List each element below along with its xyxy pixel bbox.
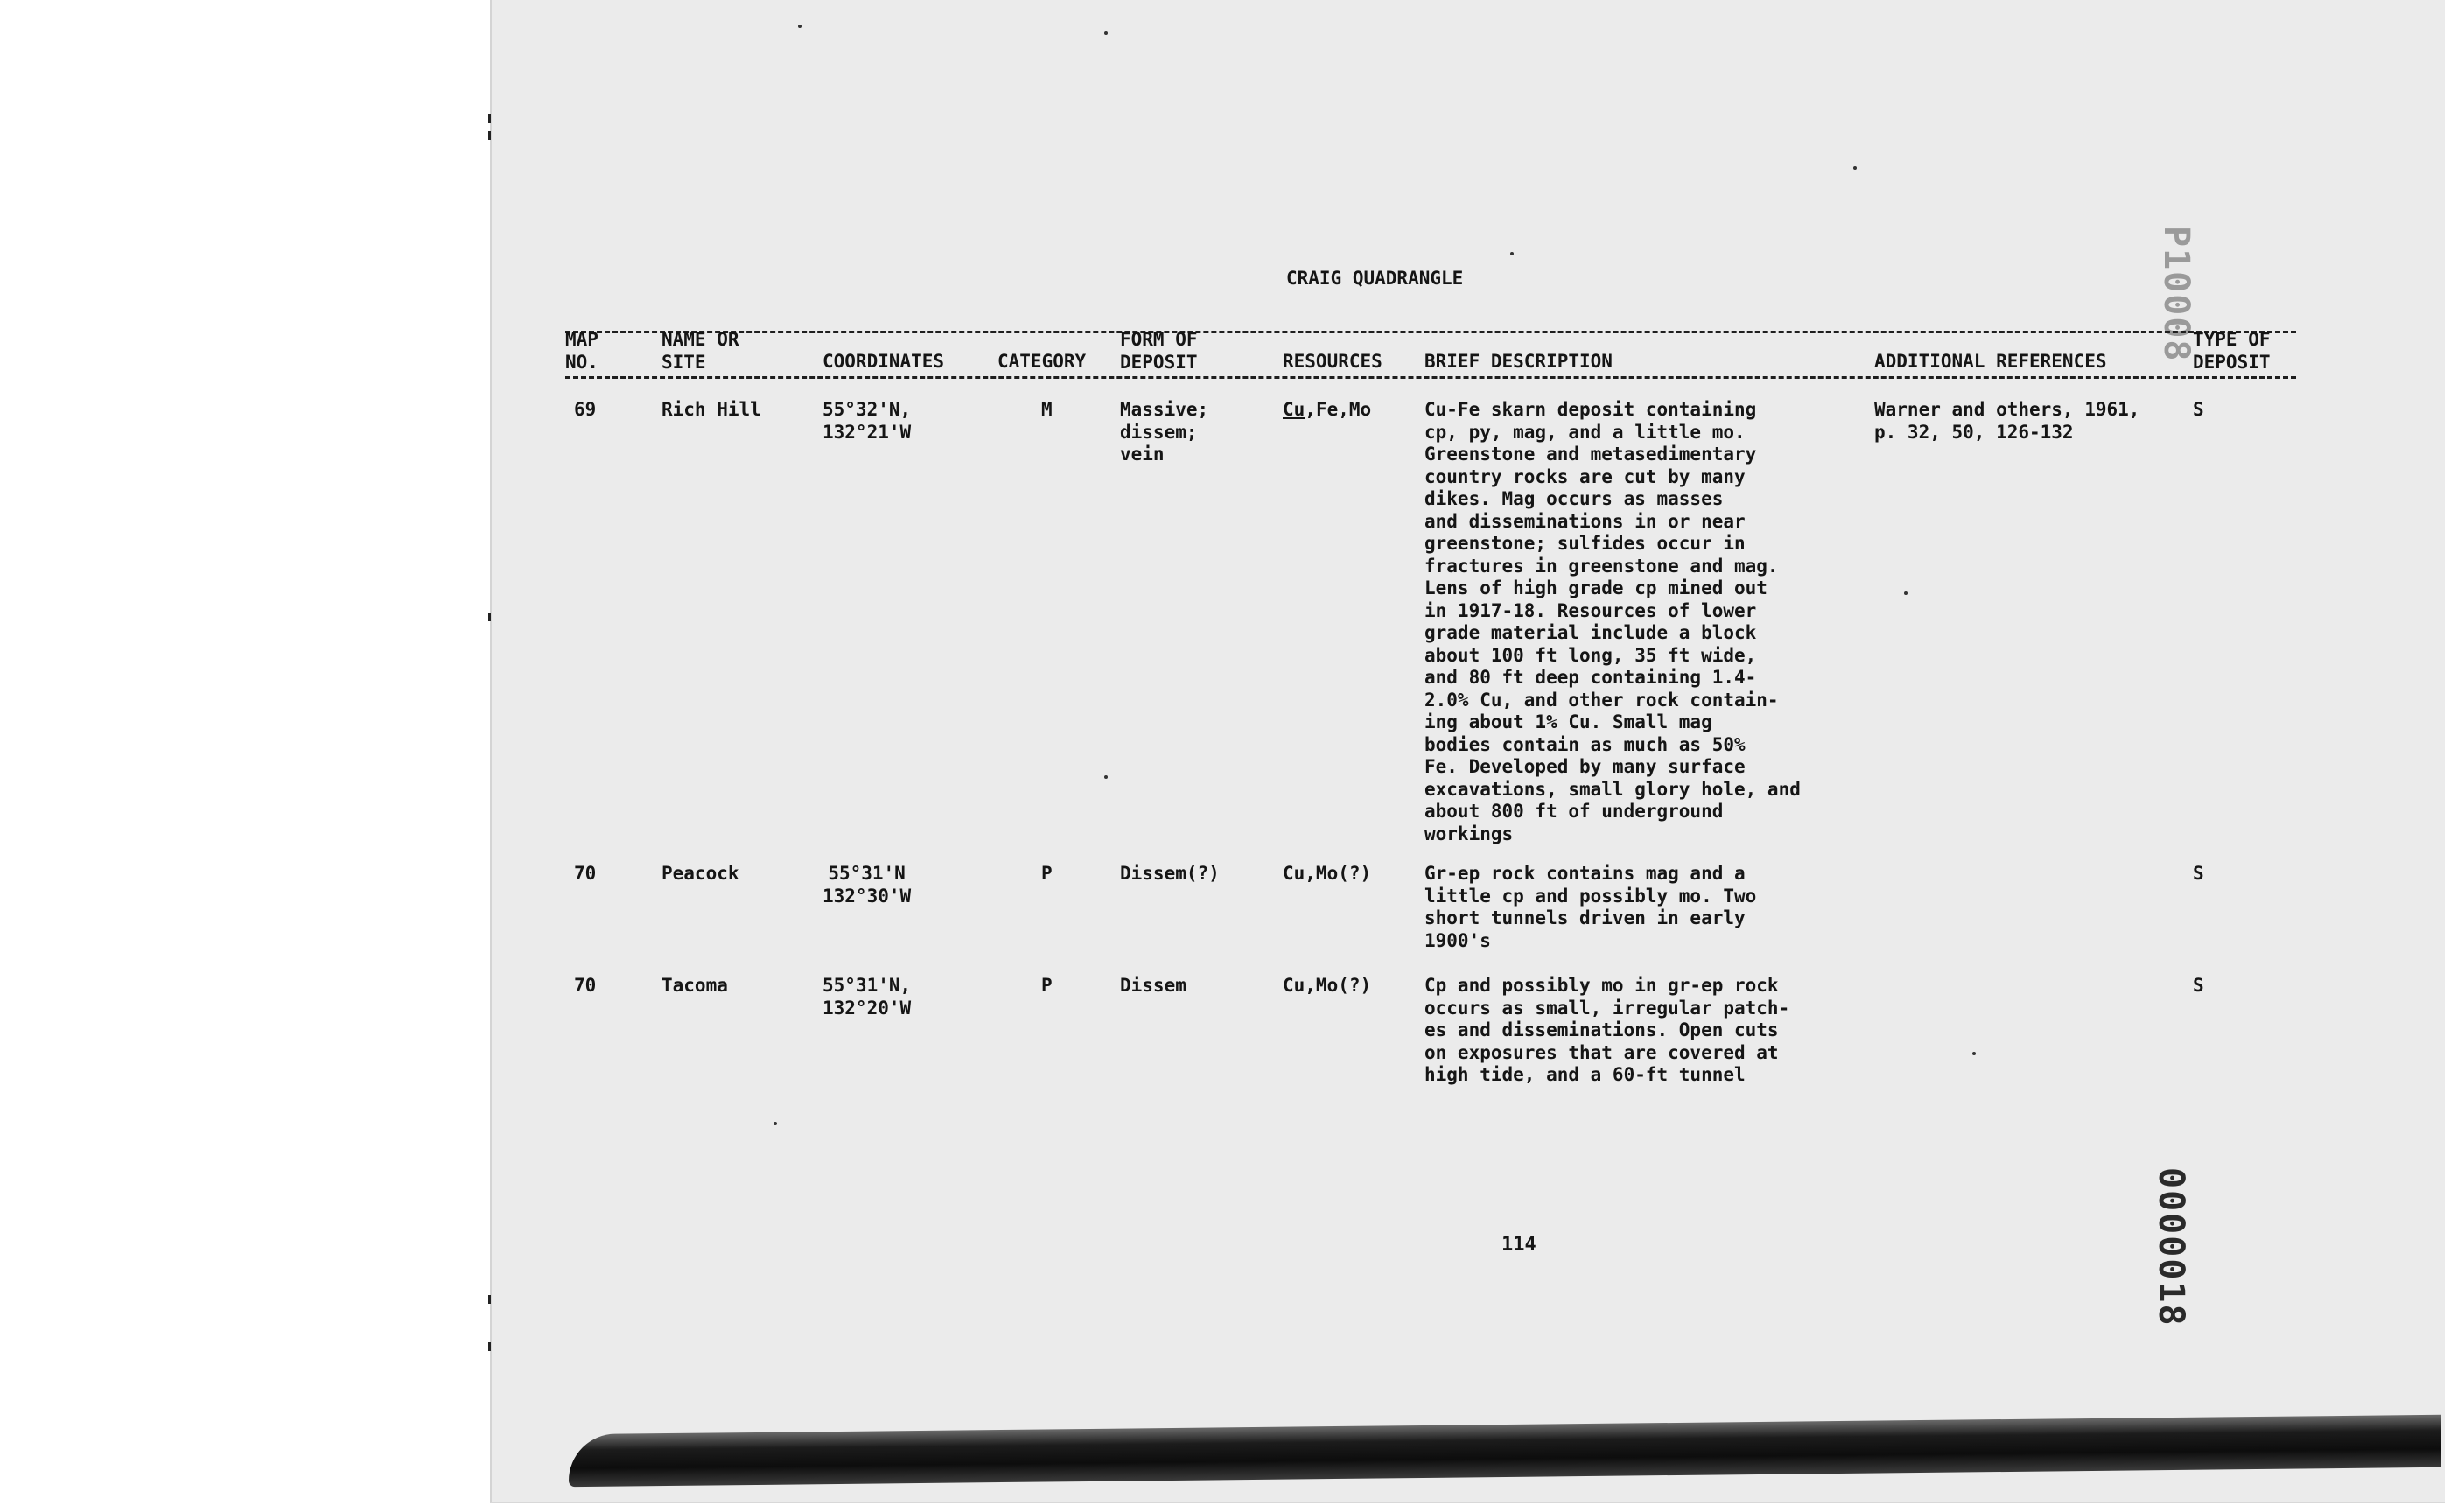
- header-type-of-deposit: TYPE OF DEPOSIT: [2193, 329, 2271, 373]
- header-form-of-deposit: FORM OF DEPOSIT: [1120, 329, 1198, 373]
- speckle: [1972, 1052, 1976, 1055]
- table-row-site: Tacoma: [662, 975, 728, 996]
- table-row-description: Cu-Fe skarn deposit containing cp, py, mag, and a little mo. Greenstone and metasedimentary country rocks are cut by many dikes. Mag occurs as masses and disseminations in or near greenstone; sulfides occur in fractures in greenstone and mag. Lens of high grade cp mined out in 1917-18. Resources of lower grade material include a block about 100 ft long, 35 ft wide, and 80 ft deep containing 1.4- 2.0% Cu, and other rock contain- ing about 1% Cu. Small mag bodies contain as much as 50% Fe. Developed by many surface excavations, small glory hole, and about 800 ft of underground workings: [1424, 399, 1801, 844]
- resource-primary: Cu: [1283, 399, 1306, 420]
- table-row-description: Cp and possibly mo in gr-ep rock occurs as small, irregular patch- es and disseminations. Open cuts on exposures that are covered at high tide, and a 60-ft tunnel: [1424, 975, 1790, 1085]
- table-row-resources: [1283, 863, 1371, 886]
- header-map-no: MAP NO.: [565, 329, 598, 373]
- header-category: CATEGORY: [998, 351, 1087, 372]
- table-row-form: Dissem: [1120, 975, 1186, 996]
- table-row-site: Rich Hill: [662, 399, 761, 420]
- speckle: [1104, 775, 1108, 779]
- table-row-resources: [1283, 975, 1371, 998]
- table-row-map-no: 70: [574, 863, 597, 884]
- header-brief-description: BRIEF DESCRIPTION: [1424, 351, 1613, 372]
- table-row-map-no: 69: [574, 399, 597, 420]
- speckle: [774, 1122, 777, 1125]
- scan-mark: [488, 1295, 491, 1304]
- table-row-coordinates: 55°31'N, 132°20'W: [822, 975, 912, 1018]
- header-name-or-site: NAME OR SITE: [662, 329, 739, 373]
- header-coordinates: COORDINATES: [822, 351, 945, 372]
- table-row-resources: [1283, 399, 1371, 422]
- table-row-category: M: [1041, 399, 1053, 420]
- scan-mark: [488, 114, 491, 122]
- table-row-description: Gr-ep rock contains mag and a little cp and possibly mo. Two short tunnels driven in early 1900's: [1424, 863, 1757, 951]
- table-row-map-no: 70: [574, 975, 597, 996]
- header-rule-bottom: [565, 376, 2296, 379]
- table-row-type: S: [2193, 975, 2204, 996]
- table-row-type: S: [2193, 863, 2204, 884]
- speckle: [1104, 32, 1108, 35]
- table-row-coordinates: 55°31'N 132°30'W: [822, 863, 912, 906]
- header-rule-top: [565, 331, 2296, 333]
- scan-mark: [488, 612, 491, 621]
- stamp-bottom: 0000018: [2151, 1167, 2191, 1327]
- table-row-coordinates: 55°32'N, 132°21'W: [822, 399, 912, 443]
- table-row-type: S: [2193, 399, 2204, 420]
- stamp-top: P10008: [2156, 226, 2196, 363]
- table-row-form: Massive; dissem; vein: [1120, 399, 1209, 465]
- speckle: [1904, 592, 1908, 595]
- table-row-category: P: [1041, 975, 1053, 996]
- resource-rest: Cu,Mo(?): [1283, 863, 1372, 884]
- speckle: [798, 24, 802, 28]
- resource-rest: ,Fe,Mo: [1305, 399, 1372, 420]
- page-number: 114: [1502, 1234, 1536, 1256]
- page-title: CRAIG QUADRANGLE: [1286, 268, 1464, 289]
- speckle: [1510, 252, 1514, 256]
- resource-rest: Cu,Mo(?): [1283, 975, 1372, 996]
- header-additional-references: ADDITIONAL REFERENCES: [1874, 351, 2107, 372]
- speckle: [1853, 166, 1857, 170]
- table-row-site: Peacock: [662, 863, 739, 884]
- scan-mark: [488, 131, 491, 140]
- table-row-references: Warner and others, 1961, p. 32, 50, 126-132: [1874, 399, 2140, 443]
- table-row-category: P: [1041, 863, 1053, 884]
- header-resources: RESOURCES: [1283, 351, 1382, 372]
- table-row-form: Dissem(?): [1120, 863, 1220, 884]
- scan-mark: [488, 1342, 491, 1351]
